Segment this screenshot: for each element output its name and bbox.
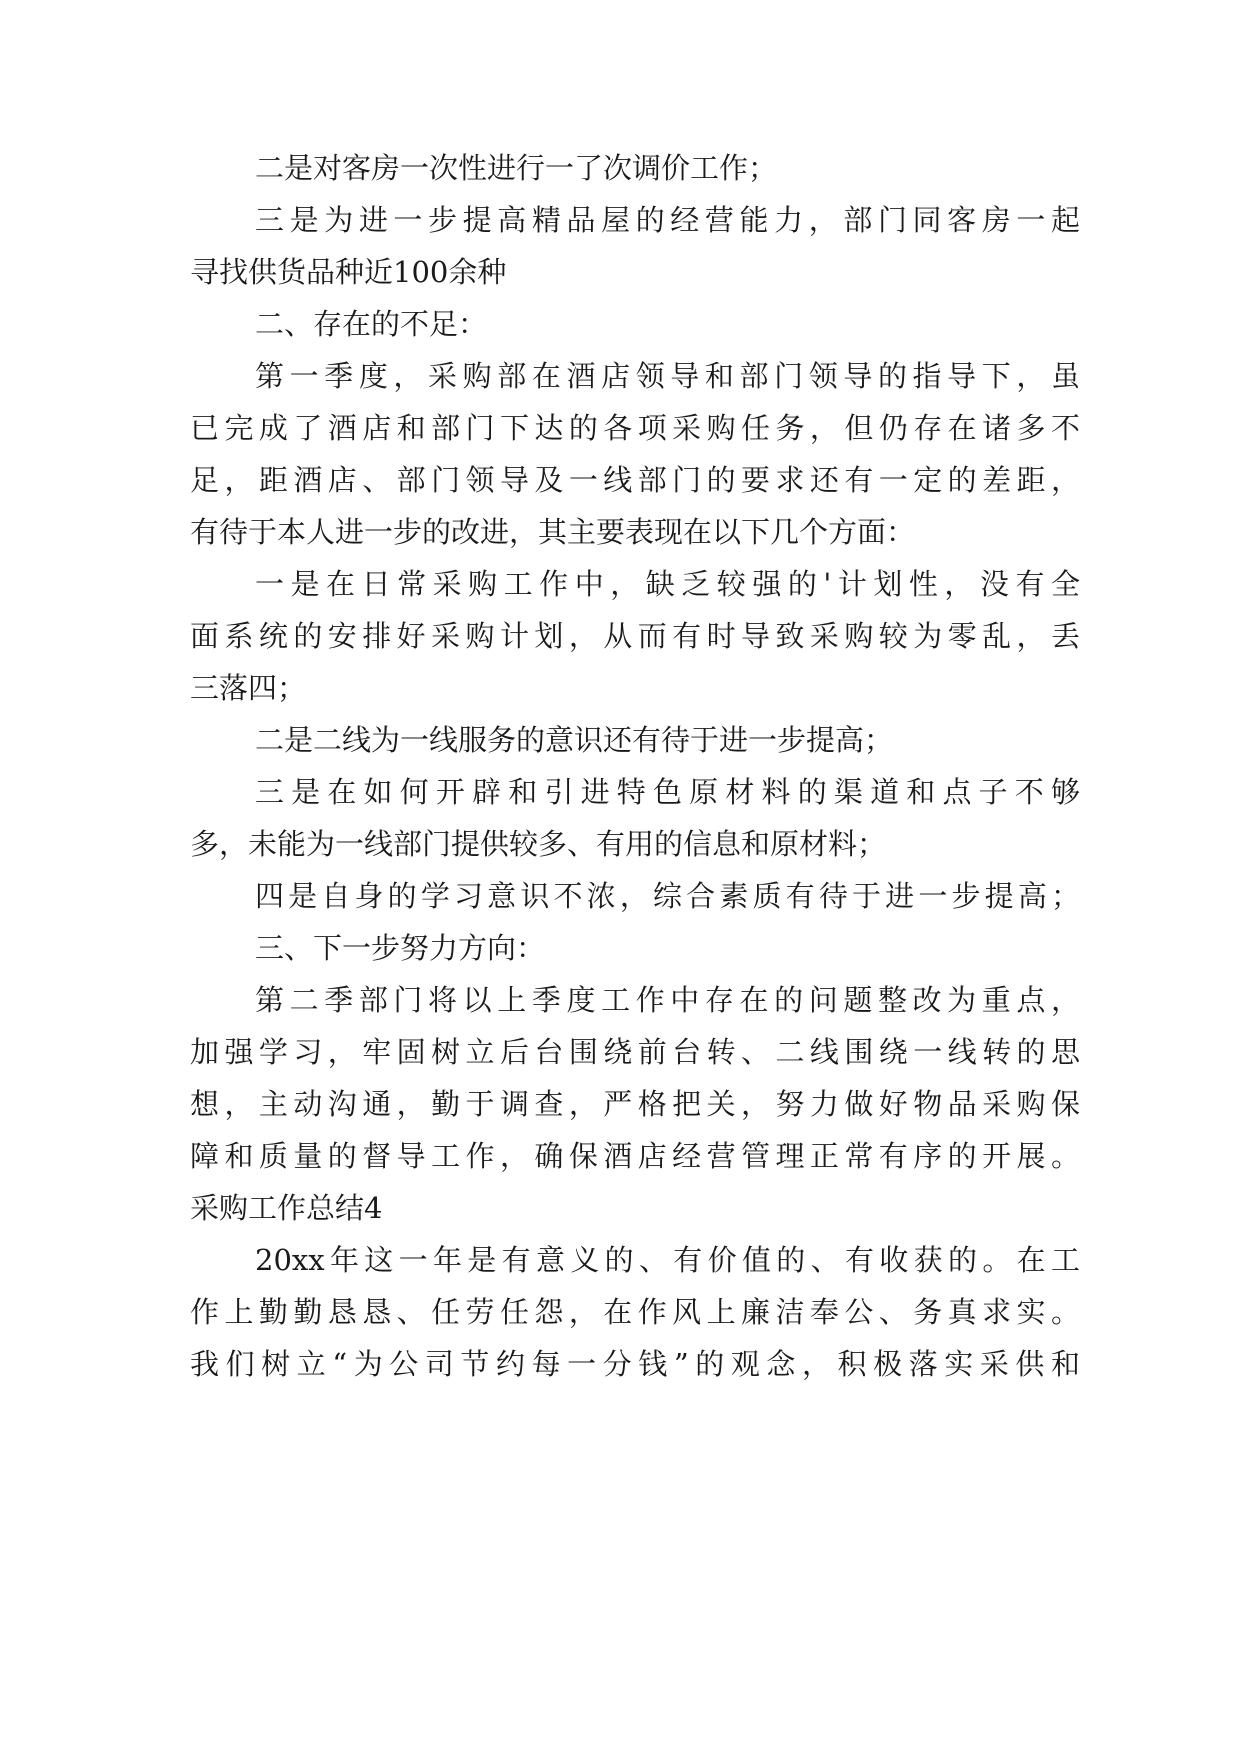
text-line: 有待于本人进一步的改进，其主要表现在以下几个方面： — [190, 515, 916, 549]
text-line: 20xx年这一年是有意义的、有价值的、有收获的。在工 — [255, 1243, 1080, 1277]
text-line: 已完成了酒店和部门下达的各项采购任务，但仍存在诸多不 — [190, 411, 1080, 445]
text-line: 二是二线为一线服务的意识还有待于进一步提高； — [255, 723, 894, 757]
text-line: 面系统的安排好采购计划，从而有时导致采购较为零乱，丢 — [190, 619, 1080, 653]
text-line: 加强学习，牢固树立后台围绕前台转、二线围绕一线转的思 — [190, 1035, 1080, 1069]
text-line: 寻找供货品种近100余种 — [190, 255, 507, 289]
text-line: 足，距酒店、部门领导及一线部门的要求还有一定的差距， — [190, 463, 1080, 497]
text-line: 三落四； — [190, 671, 307, 705]
text-line: 第二季部门将以上季度工作中存在的问题整改为重点， — [255, 983, 1080, 1017]
section-heading: 三、下一步努力方向： — [255, 931, 546, 965]
text-line: 一是在日常采购工作中，缺乏较强的'计划性，没有全 — [255, 567, 1080, 601]
text-line: 二是对客房一次性进行一了次调价工作； — [255, 151, 778, 185]
text-line: 第一季度，采购部在酒店领导和部门领导的指导下，虽 — [255, 359, 1080, 393]
text-line: 四是自身的学习意识不浓，综合素质有待于进一步提高； — [255, 879, 1080, 913]
text-line: 障和质量的督导工作，确保酒店经营管理正常有序的开展。 — [190, 1139, 1080, 1173]
text-line: 我们树立“为公司节约每一分钱”的观念，积极落实采供和 — [190, 1347, 1080, 1381]
section-heading: 二、存在的不足： — [255, 307, 488, 341]
document-title: 采购工作总结4 — [190, 1191, 383, 1225]
text-line: 多，未能为一线部门提供较多、有用的信息和原材料； — [190, 827, 887, 861]
text-line: 作上勤勤恳恳、任劳任怨，在作风上廉洁奉公、务真求实。 — [190, 1295, 1080, 1329]
text-line: 想，主动沟通，勤于调查，严格把关，努力做好物品采购保 — [190, 1087, 1080, 1121]
text-line: 三是在如何开辟和引进特色原材料的渠道和点子不够 — [255, 775, 1080, 809]
text-line: 三是为进一步提高精品屋的经营能力，部门同客房一起 — [255, 203, 1080, 237]
